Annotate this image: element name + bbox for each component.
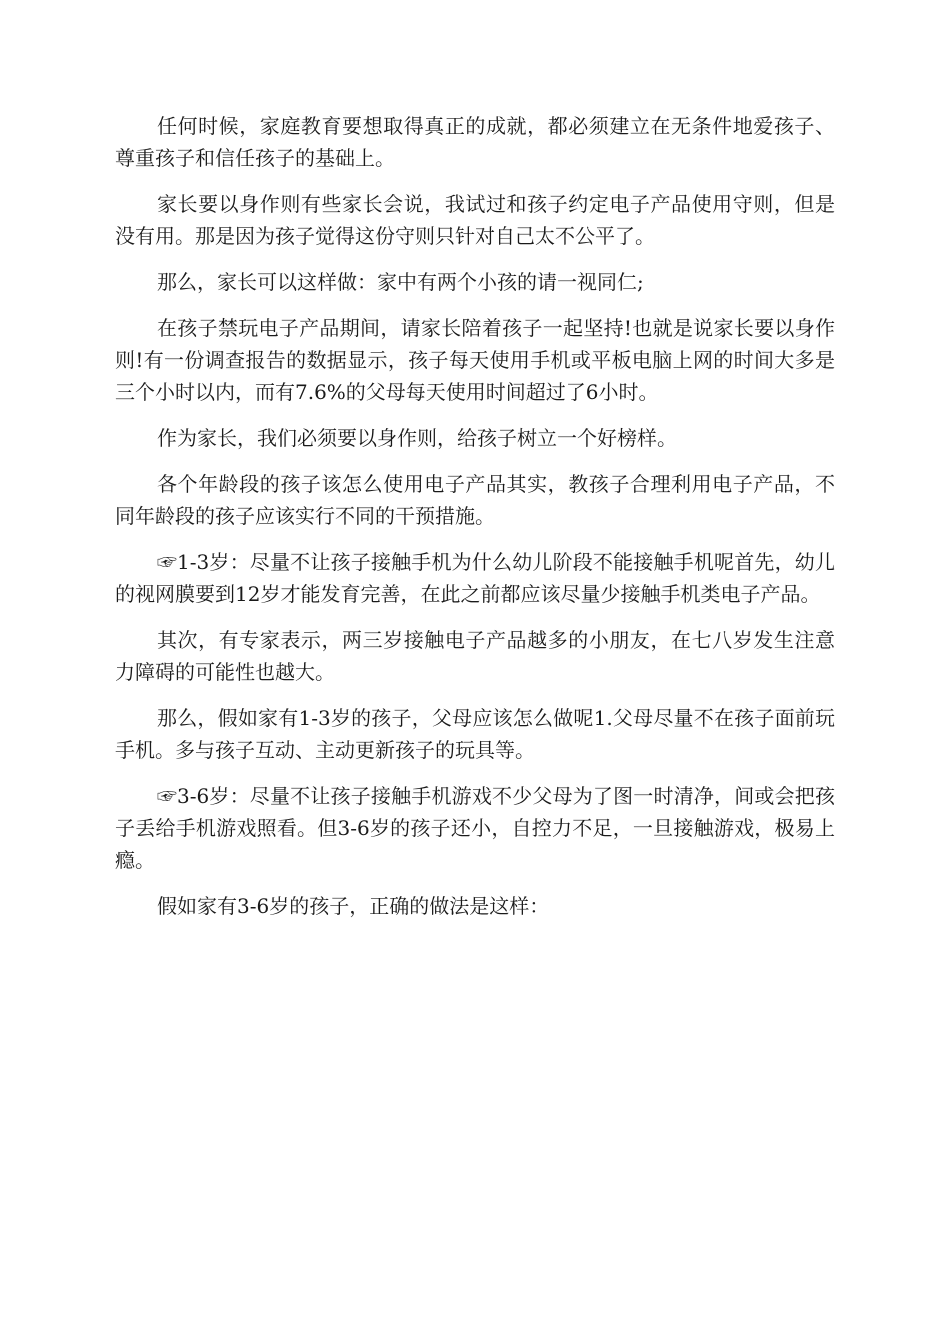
paragraph-5: 作为家长，我们必须要以身作则，给孩子树立一个好榜样。 <box>157 426 677 450</box>
document-body <box>115 110 835 936</box>
paragraph-9: 那么，假如家有1-3岁的孩子，父母应该怎么做呢1.父母尽量不在孩子面前玩手机。多与孩子互动、主动更新孩子的玩具等。 <box>115 706 835 762</box>
paragraph-3: 那么，家长可以这样做：家中有两个小孩的请一视同仁; <box>157 270 644 294</box>
paragraph-4: 在孩子禁玩电子产品期间，请家长陪着孩子一起坚持!也就是说家长要以身作则!有一份调查报告的数据显示，孩子每天使用手机或平板电脑上网的时间大多是三个小时以内，而有7.6%的父母每天使用时间超过了6小时。 <box>115 316 835 404</box>
paragraph-2: 家长要以身作则有些家长会说，我试过和孩子约定电子产品使用守则，但是没有用。那是因为孩子觉得这份守则只针对自己太不公平了。 <box>115 192 835 248</box>
paragraph-11: 假如家有3-6岁的孩子，正确的做法是这样： <box>157 894 550 918</box>
paragraph-10: ☞3-6岁：尽量不让孩子接触手机游戏不少父母为了图一时清净，间或会把孩子丢给手机游戏照看。但3-6岁的孩子还小，自控力不足，一旦接触游戏，极易上瘾。 <box>115 784 835 872</box>
paragraph-6: 各个年龄段的孩子该怎么使用电子产品其实，教孩子合理利用电子产品，不同年龄段的孩子应该实行不同的干预措施。 <box>115 472 835 528</box>
paragraph-1: 任何时候，家庭教育要想取得真正的成就，都必须建立在无条件地爱孩子、尊重孩子和信任孩子的基础上。 <box>115 114 835 170</box>
paragraph-8: 其次，有专家表示，两三岁接触电子产品越多的小朋友，在七八岁发生注意力障碍的可能性也越大。 <box>115 628 835 684</box>
paragraph-7: ☞1-3岁：尽量不让孩子接触手机为什么幼儿阶段不能接触手机呢首先，幼儿的视网膜要到12岁才能发育完善，在此之前都应该尽量少接触手机类电子产品。 <box>115 550 835 606</box>
